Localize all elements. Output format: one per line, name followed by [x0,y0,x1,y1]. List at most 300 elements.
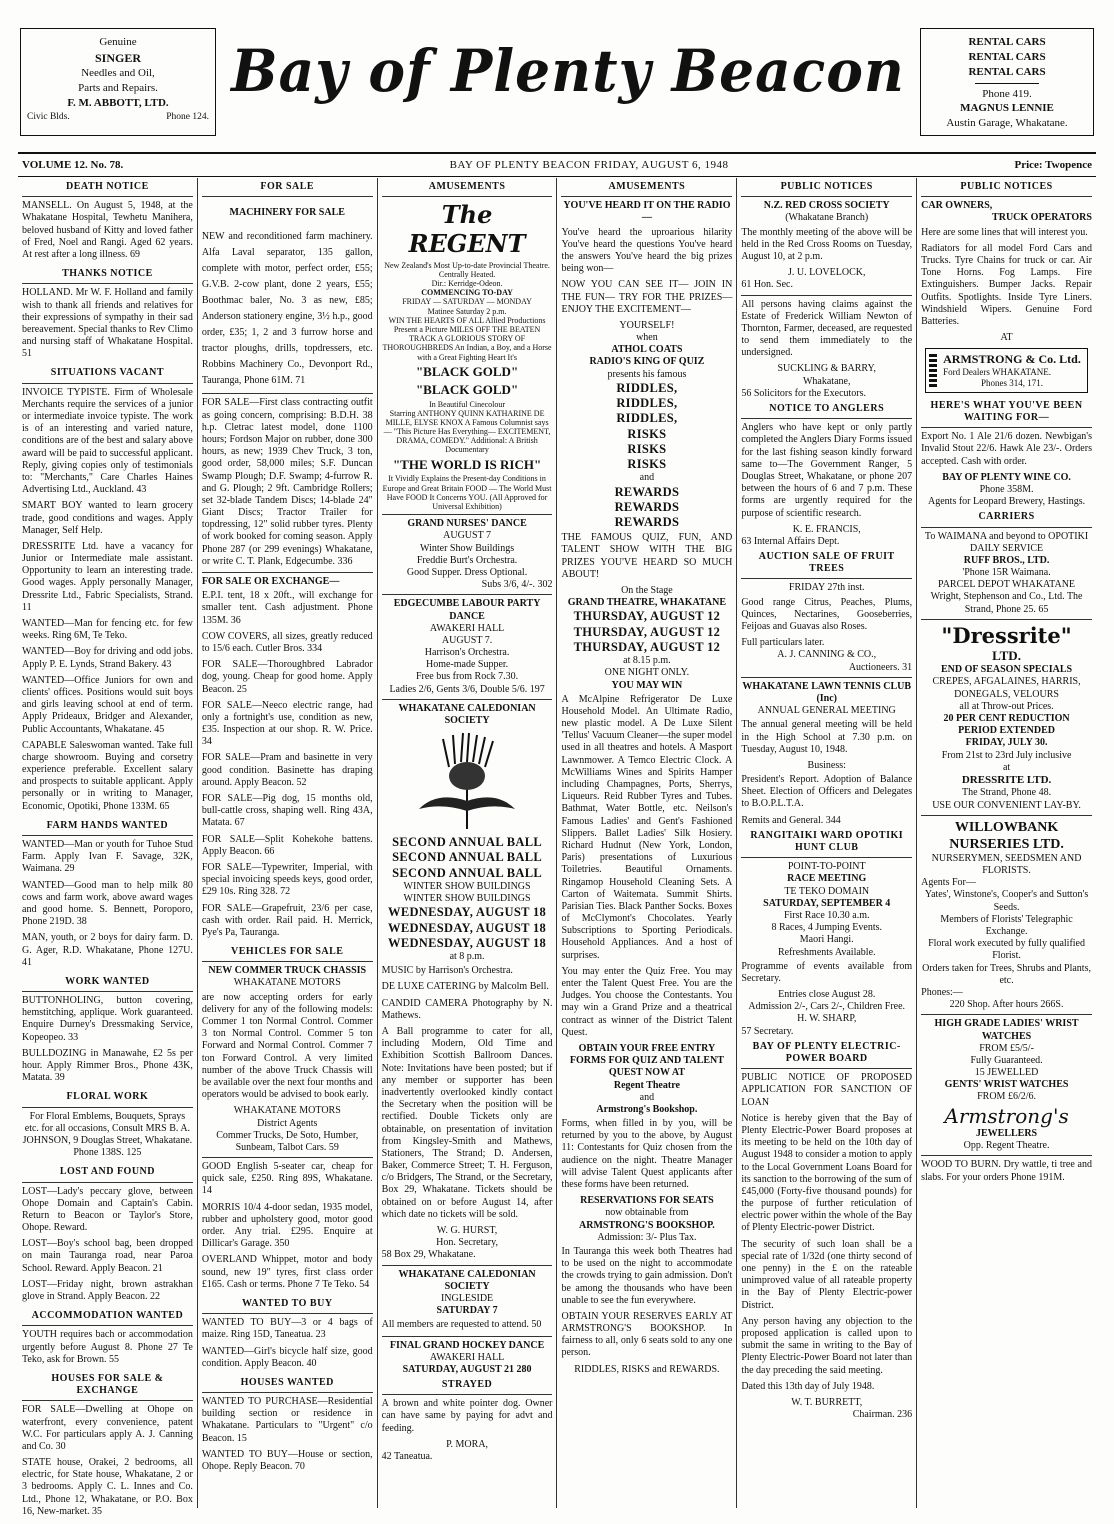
armstrong-logo: Armstrong's [944,1103,1069,1128]
column-2 [198,178,378,1508]
quiz-text: In Tauranga this week both Theatres had to be used on the night to accommodate the crowds trying to gain admission. Don't be among the thousands who have been unable to see the fun everywhere. [561,1245,733,1306]
sub-heading: WHAKATANE CALEDONIAN SOCIETY [398,1268,536,1292]
price: Price: Twopence [1014,159,1092,171]
quiz-text: when [636,332,658,344]
ad-line: Wright, Stephenson and Co., Ltd. The Strand, Phone 25. 65 [930,591,1083,615]
notice-line: Full particulars later. [741,637,825,649]
notice-body: All persons having claims against the Estate of Frederick William Newton of Thornton, Farmer, deceased, are requested to send them immediately to the undersigned. [741,298,913,359]
quiz-text: and [639,1091,655,1103]
signature: 58 Box 29, Whakatane. [381,1249,476,1261]
ad-line: 220 Shop. After hours 266S. [949,999,1064,1011]
classified-ad: WANTED—Boy for driving and odd jobs. Apply P. E. Lynds, Strand Bakery. 43 [22,646,193,670]
divider [921,619,1092,620]
notice-line: TE TEKO DOMAIN [784,885,870,897]
ad-line: USE OUR CONVENIENT LAY-BY. [932,799,1081,811]
notice-line: Entries close August 28. [778,989,876,1001]
rewards-group [561,485,732,531]
sub-heading: NEW COMMER TRUCK CHASSIS [208,965,367,977]
nursery-name: WILLOWBANK [954,819,1059,835]
ad-line: FROM £5/5/- [979,1042,1034,1054]
sub-heading: NOTICE TO ANGLERS [741,400,912,419]
singer-line: Parts and Repairs. [78,81,158,94]
section-heading: THANKS NOTICE [22,265,193,284]
classified-ad: FOR SALE—Pram and basinette in very good condition. Basinette has draping around. Apply Beacon. 52 [201,752,373,788]
classified-ad: BUTTONHOLING, button covering, hemstitching, applique. Work guaranteed. Enquire Durney's Dressmaking Service, Kopeopeo. 33 [22,995,193,1043]
section-heading: AMUSEMENTS [382,178,553,197]
ad-line: 20 PER CENT REDUCTION [943,713,1070,725]
notice-line: First Race 10.30 a.m. [783,909,870,921]
classified-ad: are now accepting orders for early delivery for any of the following models: Commer 1 ton Normal Control. Commer 3 ton Normal Control. Commer 5 ton Forward and Normal Control. Commer 7 ton Forward Control. A very limited number of the above Truck Chassis will be available over the next four months and operators would be advised to book early. [201,991,373,1101]
divider [382,1265,553,1266]
ad-line: 15 JEWELLED [974,1067,1039,1079]
theatre-line: WIN THE HEARTS OF ALL Allied Productions Present a Picture MILES OFF THE BEATEN TRACK A GLORIOUS STORY OF THOROUGHBREDS An Indian, a Boy, and a Horse with a Great Fighting Heart It's [382,315,552,362]
event-line: SATURDAY, AUGUST 21 280 [402,1363,532,1375]
ad-line: AT [1000,332,1013,344]
theatre-line: Dir.: Kerridge-Odeon. [431,279,503,289]
ad-line: FROM £6/2/6. [977,1091,1036,1103]
classified-ad: LOST—Boy's school bag, been dropped on main Tauranga road, near Paroa School. Reward. Apply Beacon. 21 [22,1238,193,1274]
dressrite-logo: "Dressrite" [941,622,1072,648]
theatre-line: In Beautiful Cinecolour [429,399,506,409]
event-line: Harrison's Orchestra. [424,647,510,659]
divider [741,677,912,678]
notice-line: 8 Races, 4 Jumping Events. [771,922,882,934]
rental-line: RENTAL CARS [968,36,1046,48]
ad-line: END OF SEASON SPECIALS [941,664,1073,676]
theatre-line: New Zealand's Most Up-to-date Provincial Theatre. Centrally Heated. [384,260,550,279]
classified-ad: FOR SALE—Neeco electric range, had only a fortnight's use, condition as new, £35. Inspection at our shop. R. W. Price. 34 [201,699,373,748]
ad-line: The Strand, Phone 48. [961,787,1052,799]
signature: 57 Secretary. [741,1025,794,1037]
notice-line: Refreshments Available. [777,946,876,958]
classified-ad: WANTED—Good man to help milk 80 cows and farm work, above award wages and good home. S. Bennett, Poroporo, Phone 219D. 38 [22,879,193,928]
section-heading: AMUSEMENTS [561,178,732,197]
quiz-text: ONE NIGHT ONLY. [604,667,690,679]
classified-ad: A brown and white pointer dog. Owner can have same by paying for advt and feeding. [381,1398,553,1434]
classified-ad: WANTED TO BUY—3 or 4 bags of maize. Ring 15D, Taneatua. 23 [201,1317,373,1341]
death-notice: MANSELL. On August 5, 1948, at the Whakatane Hospital, Tewhetu Manihera, beloved husband of Kitty and loved father of Fred, Noel and Rangi. Aged 62 years. At rest after a long illness. 69 [22,200,193,260]
divider [382,1336,553,1337]
classified-ad: FOR SALE—Typewriter, Imperial, with special invoicing speeds keys, good order, £29 10s. Ring 328. 72 [201,861,373,898]
section-heading: PUBLIC NOTICES [741,178,912,197]
event-line: WINTER SHOW BUILDINGS [403,893,531,905]
quiz-text: Armstrong's Bookshop. [596,1103,698,1115]
riddles-text: RIDDLES, [616,396,678,411]
sub-heading: GRAND NURSES' DANCE [407,518,527,530]
host-name: ATHOL COATS [611,344,683,356]
classified-ad: INVOICE TYPISTE. Firm of Wholesale Merchants require the services of a junior or intermediate invoice typiste. The work is of an interesting and varied nature, conditions are of the best and salary above award will be paid to successful applicant. Reply, giving copies only of testimonials to: "Merchants," Care Charles Haines Advertising Ltd., Auckland. 43 [22,386,193,496]
dealer-name: WHAKATANE MOTORS [233,977,341,989]
sub-heading: MACHINERY FOR SALE [229,207,345,219]
ball-date: WEDNESDAY, AUGUST 18 [388,920,547,935]
notice-body: Dated this 13th day of July 1948. [741,1380,875,1392]
classified-ad: For Floral Emblems, Bouquets, Sprays etc. for all occasions, Consult MRS B. A. JOHNSON, 9 Douglas Street, Whakatane. Phone 138S. 125 [22,1110,193,1159]
theatre-line: Matinee Saturday 2 p.m. [427,306,507,316]
singer-line: Genuine [99,36,137,48]
notice-body: The security of such loan shall be a special rate of 1/32d (one thirty second of one penny) in the £ on the rateable unimproved value of all rateable property in the Bay of Plenty Electric-power District. [741,1238,913,1311]
classified-ad: FOR SALE—Grapefruit, 23/6 per case, cash with order. Rail paid. H. Merrick, Pye's Pa, Tauranga. [201,902,373,938]
event-line: CANDID CAMERA Photography by N. Mathews. [381,997,553,1021]
armstrong-phone: Phones 314, 171. [980,377,1043,388]
quiz-date: THURSDAY, AUGUST 12 [573,624,721,639]
notice-body: Good range Citrus, Peaches, Plums, Quinces, Nectarines, Gooseberries, Feijoas and Guavas also Roses. [741,596,913,632]
classified-ad: WANTED—Man for fencing etc. for few weeks. Ring 6M, Te Teko. [22,618,193,642]
newspaper-page [18,18,1096,1517]
ball-title: SECOND ANNUAL BALL [392,850,543,865]
film-title: "BLACK GOLD" [415,363,519,379]
ball-date-group [382,905,553,951]
ad-line: Yates', Winstone's, Cooper's and Sutton's Seeds. [924,889,1089,913]
ball-title: SECOND ANNUAL BALL [392,865,543,880]
ad-line: FRIDAY, JULY 30. [965,737,1048,749]
newspaper-title: Bay of Plenty Beacon [231,36,905,105]
ad-line: To WAIMANA and beyond to OPOTIKI [924,530,1089,542]
divider [382,514,553,515]
singer-ad-box [20,28,216,136]
stripe-icon [929,354,937,388]
notice-line: FRIDAY 27th inst. [788,582,865,594]
quiz-text: YOURSELF! [619,319,675,331]
rental-address: Austin Garage, Whakatane. [946,117,1068,130]
ad-line: DAILY SERVICE [970,542,1044,554]
thistle-icon [407,731,527,831]
ad-line: Agents for Leopard Brewery, Hastings. [928,496,1086,508]
signature: P. MORA, [446,1438,489,1450]
classified-ad: WOOD TO BURN. Dry wattle, ti tree and slabs. For your orders Phone 191M. [921,1159,1092,1183]
classified-ad: STATE house, Orakei, 2 bedrooms, all electric, for State house, Whakatane, 2 or 3 bedrooms. Apply C. L. Innes and Co. Ltd., Phone 12, Whakatane, or P.O. Box 16, New-market. 35 [22,1457,193,1517]
film-title: "THE WORLD IS RICH" [392,456,542,472]
ad-line: at [1002,761,1011,773]
event-line: Free bus from Rock 7.30. [415,671,519,683]
ad-heading: HIGH GRADE LADIES' WRIST WATCHES [934,1018,1079,1042]
divider [382,699,553,700]
risks-text: RISKS [627,441,667,456]
sub-heading: YOU'VE HEARD IT ON THE RADIO— [563,200,731,224]
rewards-text: REWARDS [614,499,680,514]
dealer-line: Commer Trucks, De Soto, Humber, Sunbeam, Talbot Cars. 59 [216,1129,359,1153]
rental-line: RENTAL CARS [968,50,1046,63]
ball-date: WEDNESDAY, AUGUST 18 [388,935,547,950]
quiz-text: ARMSTRONG'S BOOKSHOP. [579,1219,715,1231]
column-6 [917,178,1096,1508]
classified-ad: BULLDOZING in Manawahe, £2 5s per hour. Apply Rimmer Bros., Phone 43K, Matata. 39 [22,1047,193,1084]
prize-list: A McAlpine Refrigerator De Luxe Household Model. An Ultimate Radio, new plastic model. A De Luxe Silent 'Tellus' Vacuum Cleaner—the super model used in all theatres and hotels. A Masport Lawnmower. A Temco Electric Clock. A McWilliams Wines and Spirits Hamper including Champagnes, Ports, Sherrys, Liqueurs. Reid Rubber Tyres and Tubes. Bathmat, Water Bottle, etc. Neilson's Famous Ladies' and Gent's Fashioned Slippers. Ballet Ladies' Silk Hosiery. Richard Hudnut (New York, London, Paris) presentations of Luxurious Toiletries. Beautiful Ornaments. Ringamop Household Cleaning Sets. A Carton of Waitemata. Summit Shirts. Parisian Ties. Black Panther Socks. Boxes of McClymont's Chocolates. Yearly Subscriptions to Sporting Periodicals. Household Appliances. And a host of surprises. [561,693,733,961]
section-heading: ACCOMMODATION WANTED [22,1307,193,1326]
section-heading: WANTED TO BUY [202,1295,373,1314]
section-heading: HOUSES FOR SALE & EXCHANGE [22,1370,193,1401]
signature: H. W. SHARP, [797,1013,857,1025]
nursery-name: NURSERIES LTD. [949,836,1064,852]
divider [202,393,373,394]
classified-ad: FOR SALE—Thoroughbred Labrador dog, young. Cheap for good home. Apply Beacon. 25 [201,659,373,695]
classified-ad: OVERLAND Whippet, motor and body sound, new 19" tyres, first class order £165. Cash or terms. Phone 7 Te Teko. 54 [201,1254,373,1290]
sub-heading: FINAL GRAND HOCKEY DANCE [389,1339,545,1351]
signature: W. T. BURRETT, [791,1396,863,1408]
ad-body: Export No. 1 Ale 21/6 dozen. Newbigan's Invalid Stout 22/6. Hawk Ale 23/-. Orders accepted. Cash with order. [921,431,1092,467]
divider [921,1155,1092,1156]
sub-heading: WHAKATANE CALEDONIAN SOCIETY [398,702,536,727]
notice-line: Remits and General. 344 [741,814,841,826]
sub-heading: RESERVATIONS FOR SEATS [580,1195,714,1207]
ad-line: From 21st to 23rd July inclusive [941,749,1072,761]
divider [975,83,1039,84]
sub-heading: BAY OF PLENTY ELECTRIC-POWER BOARD [741,1038,912,1069]
ball-title-group [382,835,553,881]
quiz-date: THURSDAY, AUGUST 12 [573,609,721,624]
divider [202,1157,373,1158]
quiz-text: presents his famous [607,368,687,380]
section-heading: FARM HANDS WANTED [22,817,193,836]
classified-ad: YOUTH requires bach or accommodation urgently before August 8. Phone 27 Te Teko, ask for Brown. 55 [22,1329,193,1365]
masthead [18,18,1096,138]
risks-text: RISKS [627,426,667,441]
classified-ad: FOR SALE—Split Kohekohe battens. Apply Beacon. 66 [201,833,373,857]
quiz-text: You may enter the Quiz Free. You may enter the Talent Quest Free. You are the Judges. You choose the Contestants. You may win a Grand Prize and a theatrical contract as winner of the District Talent Quest. [561,965,733,1038]
classified-ad: SMART BOY wanted to learn grocery trade, good conditions and wages. Apply Manager, Self Help. [22,500,193,536]
column-4 [557,178,737,1508]
event-line: Winter Show Buildings [420,542,515,554]
divider [921,1014,1092,1015]
armstrong-name: ARMSTRONG & Co. Ltd. [943,352,1081,367]
event-line: at 8 p.m. [449,951,485,963]
ad-line: Agents For— [921,877,976,889]
quiz-text: You've heard the uproarious hilarity You've heard the questions You've heard the answers You've heard the big prizes being won— [561,226,733,275]
sub-heading: AUCTION SALE OF FRUIT TREES [741,548,912,579]
event-line: Freddie Burt's Orchestra. [416,554,518,566]
quiz-text: now obtainable from [605,1207,689,1219]
dealer-name: WHAKATANE MOTORS [233,1105,341,1117]
event-line: Ladies 2/6, Gents 3/6, Double 5/6. 197 [389,683,545,695]
issue-date: BAY OF PLENTY BEACON FRIDAY, AUGUST 6, 1948 [449,159,729,171]
signature: A. J. CANNING & CO., [777,649,877,661]
theatre-line: COMMENCING TO-DAY [421,288,513,298]
classified-ad: MAN, youth, or 2 boys for dairy farm. D. G. Ager, R.D. Whakatane, Phone 127U. 41 [22,932,193,968]
notice-body: Anglers who have kept or only partly completed the Anglers Diary Forms issued for the last fishing season kindly forward same to—The Government Ranger, 5 Douglas Street, Whakatane, or phone 207 between the hours of 6 and 7 p.m. These forms are urgently required for the purpose of scientific research. [741,422,913,519]
classified-ad: COW COVERS, all sizes, greatly reduced to 15/6 each. Cutler Bros. 334 [201,630,373,654]
section-heading: FLORAL WORK [22,1088,193,1107]
event-body: A Ball programme to cater for all, including Modern, Old Time and Exhibition Scottish Ballroom Dances. Note: Invitations have been posted; but if any member or supporter has been inadvertently overlooked kindly contact the Secretary when the position will be rectified. Double Tickets only are obtainable, on presentation of invitation from Kingsley-Smith and Mathews, Stationers, The Strand; D. Andersen, Baker, Commerce Street; T. H. Ferguson, c/o Bridgers, The Strand, or the Secretary, Box 29, Whakatane. Tickets should be obtained on or before August 14, after which date no tickets will be sold. [381,1026,553,1220]
classified-ad: FOR SALE—Dwelling at Ohope on waterfront, every convenience, patent W.C. For particulars apply A. J. Canning and Co. 30 [22,1404,193,1452]
section-heading: VEHICLES FOR SALE [202,943,373,962]
quiz-text: at 8.15 p.m. [623,655,671,667]
ad-line: GENTS' WRIST WATCHES [944,1079,1069,1091]
section-heading: DEATH NOTICE [22,178,193,197]
event-line: WINTER SHOW BUILDINGS [403,880,531,892]
signature: Hon. Secretary, [436,1237,498,1249]
classified-ad: FOR SALE—Pig dog, 15 months old, bull-cattle cross, shaping well. Ring 43A, Matata. 67 [201,793,373,829]
event-line: Home-made Supper. [425,659,509,671]
singer-brand: SINGER [94,50,141,65]
ad-line: RUFF BROS., LTD. [963,554,1050,566]
quiz-text: NOW YOU CAN SEE IT— JOIN IN THE FUN— TRY FOR THE PRIZES— ENJOY THE EXCITEMENT— [561,279,733,315]
classified-ad: LOST—Friday night, brown astrakhan glove in Strand. Apply Beacon. 22 [22,1278,193,1302]
event-line: AUGUST 7 [443,530,492,542]
ad-heading: CAR OWNERS, [921,200,993,212]
rewards-text: REWARDS [614,484,680,499]
riddles-text: RIDDLES, [616,411,678,426]
ad-line: Opp. Regent Theatre. [963,1140,1050,1152]
ad-body: Here are some lines that will interest you. [921,226,1088,238]
dateline [18,152,1096,177]
ad-line: DRESSRITE LTD. [961,773,1052,786]
event-line: Subs 3/6, 4/-. 302 [481,579,553,591]
signature: SUCKLING & BARRY, [777,363,876,375]
classified-ad: NEW and reconditioned farm machinery. Alfa Laval separator, 135 gallon, complete with motor, perfect order, £55; G.V.B. 2-cow plant, done 2 years, £55; Boothmac baler, No. 3 as new, £85; Anderson stationery engine, 3½ h.p., good order, £35; 1, 2 and 3 furrow horse and tractor ploughs, drills, topdressers, etc. Robbins Machinery Co., Devonport Rd., Tauranga, Phone 61M. 71 [201,231,373,387]
classified-ad: WANTED—Girl's bicycle half size, good condition. Apply Beacon. 40 [201,1345,373,1369]
section-heading: HOUSES WANTED [202,1374,373,1393]
venue: GRAND THEATRE, WHAKATANE [567,597,727,609]
sub-heading: RANGITAIKI WARD OPOTIKI HUNT CLUB [741,827,912,858]
signature: Auctioneers. 31 [848,661,913,673]
column-5 [737,178,917,1508]
notice-line: ANNUAL GENERAL MEETING [757,705,896,717]
sub-heading: WHAKATANE LAWN TENNIS CLUB (Inc) [742,680,912,704]
quiz-text: RADIO'S KING OF QUIZ [589,356,705,368]
ad-body: Radiators for all model Ford Cars and Trucks. Tyre Chains for truck or car. Air Tone Horns. Fog Lamps. Fire Extinguishers. Bumper Jacks. Repair Outfits. Spotlights. Inside Tyre Liners. Windshield Wipers. Genuine Ford Batteries. [921,242,1092,327]
event-line: MUSIC by Harrison's Orchestra. [381,965,513,977]
classified-ad: WANTED TO PURCHASE—Residential building section or residence in Whakatane. Particulars to "Urgent" c/o Beacon. 15 [201,1396,373,1444]
classified-ad: E.P.I. tent, 18 x 20ft., will exchange for smaller tent. Cash adjustment. Phone 135M. 36 [201,590,373,626]
ad-line: JEWELLERS [975,1128,1038,1140]
classified-ad: WANTED—Office Juniors for own and clients' offices. Positions would suit boys and girls leaving school at end of term. Apply Prideaux, Bridger and Alexander, Public Accountants, Whakatane. 45 [22,674,193,735]
ad-line: Orders taken for Trees, Shrubs and Plants, etc. [922,962,1091,986]
column-3 [378,178,558,1508]
classified-ad: MORRIS 10/4 4-door sedan, 1935 model, rubber and upholstery good, motor good order. Any trial. £295. Enquire at Dillicar's Garage. 350 [201,1201,373,1250]
divider [202,572,373,573]
notice-body: Notice is hereby given that the Bay of Plenty Electric-Power Board proposes at its meeting to be held on the 10th day of August 1948 to consider a motion to apply to the Local Government Loans Board for its sanction to the borrowing of the sum of £45,000 (Forty-five thousand pounds) for the purpose of further reticulation of electric power within the whole of the Bay of Plenty Electric-power District. [741,1112,913,1234]
quiz-text: RIDDLES, RISKS and REWARDS. [574,1363,720,1375]
sub-heading: N.Z. RED CROSS SOCIETY [763,200,890,212]
section-heading: STRAYED [382,1376,553,1395]
risks-text: RISKS [627,457,667,472]
quiz-text: OBTAIN YOUR RESERVES EARLY AT ARMSTRONG'S BOOKSHOP. In fairness to all, only 6 seats sold to any one person. [561,1310,733,1359]
classified-ad: WANTED—Man or youth for Tuhoe Stud Farm. Apply Ivan F. Savage, 32K, Waimana. 29 [22,839,193,875]
theatre-line: Starring ANTHONY QUINN KATHARINE DE MILLE, ELYSE KNOX A Famous Columnist says— "This Picture Has Everything— EXCITEMENT, DRAMA, COMEDY." Additional: A British Documentary [383,408,551,455]
divider [382,594,553,595]
riddles-text: RIDDLES, [616,380,678,395]
ball-title: SECOND ANNUAL BALL [392,835,543,850]
rental-cars-ad-box [920,28,1094,136]
signature: 63 Internal Affairs Dept. [741,535,840,547]
classified-ad: CAPABLE Saleswoman wanted. Take full charge showroom. Buying and corsetry experience preferable. Excellent salary and prospects to suitable applicant. Apply personally or in writing to Manager, Economic, Opotiki, Phone 133M. 65 [22,739,193,812]
ad-line: all at Throw-out Prices. [959,700,1054,712]
sub-heading: CARRIERS [921,508,1092,527]
ad-line: Fully Guaranteed. [970,1054,1043,1066]
ad-line: NURSERYMEN, SEEDSMEN AND FLORISTS. [931,852,1082,877]
column-1 [18,178,198,1517]
quiz-text: Regent Theatre [613,1079,680,1091]
quiz-text: and [639,472,655,484]
signature: 56 Solicitors for the Executors. [741,387,867,399]
film-title: "BLACK GOLD" [415,381,519,397]
section-heading: WORK WANTED [22,973,193,992]
ad-line: 'Phone 15R Waimana. [962,567,1051,579]
rewards-text: REWARDS [614,515,680,529]
singer-address: Civic Blds. [27,111,70,122]
event-line: All members are requested to attend. 50 [381,1319,542,1331]
ad-line: PARCEL DEPOT WHAKATANE [938,579,1076,591]
section-heading: FOR SALE [202,178,373,197]
signature: 42 Taneatua. [381,1451,433,1463]
ad-line: Phone 358M. [979,483,1034,495]
classified-ad: FOR SALE—First class contracting outfit as going concern, comprising: B.D.H. 38 h.p. Cletrac latest model, done 1100 hours; Fordson Major on rubber, done 300 hours, as new; 1939 Chev Truck, 3 ton, good order, 58,000 miles; S.F. Duncan Swamp Plough; D.F. Swamp; 4-furrow R. and G. Plough; 2 9ft. Cambridge Rollers; set 32-blade Tandem Discs; 14-blade 24" Giant Discs; Tractor Trailer for topdressing, 12" solid rubber tyres. Plenty of work booked for coming season. Apply Phone 287 (or 299 evenings) Whakatane, or write C. T. Plank, Edgecumbe. 336 [201,397,373,567]
event-line: DE LUXE CATERING by Malcolm Bell. [381,981,549,993]
quiz-text: On the Stage [621,585,673,596]
notice-line: Maori Hangi. [799,934,854,946]
sub-heading: HERE'S WHAT YOU'VE BEEN WAITING FOR— [921,397,1092,428]
signature: K. E. FRANCIS, [792,523,861,535]
rental-owner: MAGNUS LENNIE [960,102,1054,115]
signature: Whakatane, [802,375,851,387]
classified-ad: GOOD English 5-seater car, cheap for quick sale, £250. Ring 89S, Whakatane. 14 [201,1161,373,1197]
notice-line: SATURDAY, SEPTEMBER 4 [763,897,891,909]
signature: W. G. HURST, [436,1225,498,1237]
volume-number: VOLUME 12. No. 78. [22,159,124,171]
sub-heading: OBTAIN YOUR FREE ENTRY FORMS FOR QUIZ AND TALENT QUEST NOW AT [569,1042,724,1079]
singer-phone: Phone 124. [166,111,209,122]
dealer-line: District Agents [257,1117,318,1129]
armstrong-ad-box [925,348,1088,393]
section-heading: SITUATIONS VACANT [22,364,193,383]
singer-dealer: F. M. ABBOTT, LTD. [67,96,169,109]
thanks-notice: HOLLAND. Mr W. F. Holland and family wish to thank all friends and relatives for their expressions of sympathy in their sad bereavement. Special thanks to Rev Climo and nursing staff of Whakatane Hospital. 51 [22,287,193,360]
divider [741,295,912,296]
quiz-text: THE FAMOUS QUIZ, FUN, AND TALENT SHOW WITH THE BIG PRIZES YOU'VE HEARD SO MUCH ABOUT! [561,532,733,580]
theatre-line: It Vividly Explains the Present-day Conditions in Europe and Great Britain FOOD — The World Must Have FOOD It Concerns YOU. (All Approved for Universal Exhibition) [382,474,552,512]
ad-line: CREPES, AFGALAINES, HARRIS, DONEGALS, VELOURS [932,676,1081,700]
quiz-text: Forms, when filled in by you, will be returned by you to the above, by August 11: Contestants for Quiz chosen from the audience on the night. Theatre Manager will advise Talent Quest applicants after these forms have been returned. [561,1118,733,1190]
notice-body: President's Report. Adoption of Balance Sheet. Election of Officers and Delegates to B.O.P.L.T.A. [741,774,913,810]
rental-line: RENTAL CARS [968,65,1046,78]
columns [18,178,1096,1517]
event-line: AWAKERI HALL [429,622,505,634]
event-line: AUGUST 7. [441,634,493,646]
classified-ad: LOST—Lady's peccary glove, between Ohope Domain and Captain's Cabin. Return to Beacon or Taylor's Store, Ohope. Reward. [22,1185,193,1234]
event-line: Good Supper. Dress Optional. [406,566,528,578]
armstrong-line: Ford Dealers WHAKATANE. [943,366,1051,377]
notice-line: Admission 2/-, Cars 2/-, Children Free. [748,1001,906,1013]
sub-heading: FOR SALE OR EXCHANGE— [201,576,340,587]
singer-line: Needles and Oil, [81,67,155,80]
signature: Chairman. 236 [852,1409,913,1421]
ad-line: Phones:— [921,986,963,998]
divider [921,815,1092,816]
quiz-date: THURSDAY, AUGUST 12 [573,639,721,654]
ad-line: LTD. [992,648,1021,664]
riddles-group [561,381,732,473]
notice-line: Business: [807,759,846,771]
quiz-text: Admission: 3/- Plus Tax. [597,1231,697,1243]
event-line: INGLESIDE [440,1292,494,1304]
classified-ad: WANTED TO BUY—House or section, Ohope. Reply Beacon. 70 [201,1448,373,1472]
signature: J. U. LOVELOCK, [787,267,866,279]
sub-heading: EDGECUMBE LABOUR PARTY DANCE [393,598,541,622]
quiz-date-group [561,609,732,655]
ad-heading: TRUCK OPERATORS [992,212,1092,224]
notice-body: Programme of events available from Secretary. [741,960,913,984]
notice-line: POINT-TO-POINT [787,861,866,873]
notice-body: Any person having any objection to the proposed application is called upon to submit the same in writing to the Bay of Plenty Electric-Power Board not later than the day preceding the said meeting. [741,1315,913,1376]
theatre-line: FRIDAY — SATURDAY — MONDAY [402,297,532,307]
ad-line: Floral work executed by fully qualified Florist. [928,938,1085,962]
signature: 61 Hon. Sec. [741,279,793,291]
notice-body: PUBLIC NOTICE OF PROPOSED APPLICATION FOR SANCTION OF LOAN [741,1072,913,1108]
event-line: SATURDAY 7 [436,1305,498,1317]
notice-line: RACE MEETING [787,873,867,885]
rental-phone: Phone 419. [982,87,1032,100]
notice-body: The monthly meeting of the above will be held in the Red Cross Rooms on Tuesday, August 10, at 2 p.m. [741,226,913,262]
ad-line: BAY OF PLENTY WINE CO. [942,471,1071,483]
